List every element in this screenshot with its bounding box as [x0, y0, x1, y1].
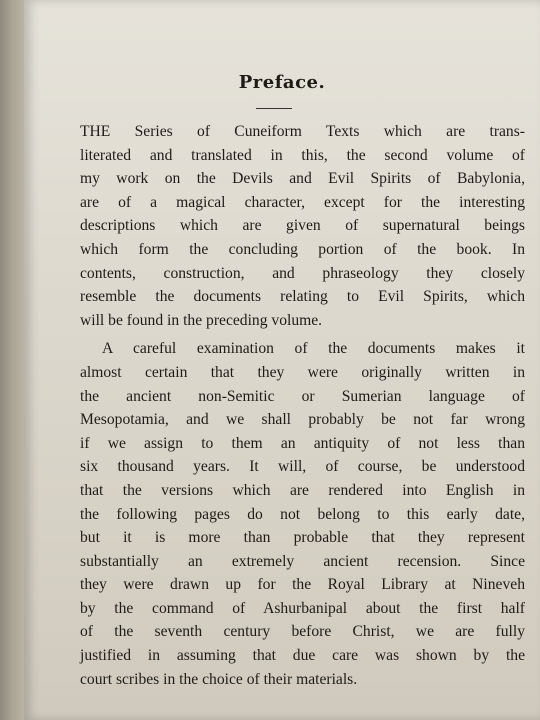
text-line: by the command of Ashurbanipal about the first half	[80, 599, 525, 617]
text-line: A careful examination of the documents makes it	[102, 340, 525, 358]
text-line: THE Series of Cuneiform Texts which are trans-	[80, 123, 525, 140]
text-line: but it is more than probable that they represent	[80, 529, 525, 547]
book-page	[24, 0, 540, 720]
text-line: are of a magical character, except for the interesting	[80, 193, 525, 211]
heading-rule	[256, 108, 292, 109]
text-line: that the versions which are rendered into English in	[80, 481, 525, 499]
text-line: contents, construction, and phraseology they closely	[80, 264, 525, 282]
text-line: the ancient non-Semitic or Sumerian language of	[80, 387, 525, 405]
text-line: Mesopotamia, and we shall probably be not far wrong	[80, 411, 525, 429]
paragraph-2	[80, 337, 525, 691]
preface-body	[80, 120, 525, 691]
text-line: court scribes in the choice of their materials.	[80, 670, 358, 688]
text-line: resemble the documents relating to Evil Spirits, which	[80, 288, 525, 306]
text-line: my work on the Devils and Evil Spirits of Babylonia,	[80, 170, 525, 188]
text-line: will be found in the preceding volume.	[80, 311, 323, 329]
text-line: they were drawn up for the Royal Library at Nineveh	[80, 576, 525, 594]
text-line: of the seventh century before Christ, we are fully	[80, 623, 525, 641]
text-line: almost certain that they were originally written in	[80, 363, 525, 381]
text-line: substantially an extremely ancient recension. Since	[80, 552, 525, 570]
text-line: which form the concluding portion of the book. In	[80, 240, 525, 258]
text-line: the following pages do not belong to this early date,	[80, 505, 525, 523]
text-line: descriptions which are given of supernatural beings	[80, 217, 525, 235]
text-line: literated and translated in this, the second volume of	[80, 146, 525, 164]
page-heading: Preface.	[238, 72, 326, 93]
text-line: six thousand years. It will, of course, be understood	[80, 458, 525, 476]
book-gutter	[0, 0, 26, 720]
paragraph-1	[80, 120, 525, 332]
text-line: if we assign to them an antiquity of not less than	[80, 434, 525, 452]
text-line: justified in assuming that due care was shown by the	[80, 647, 525, 665]
